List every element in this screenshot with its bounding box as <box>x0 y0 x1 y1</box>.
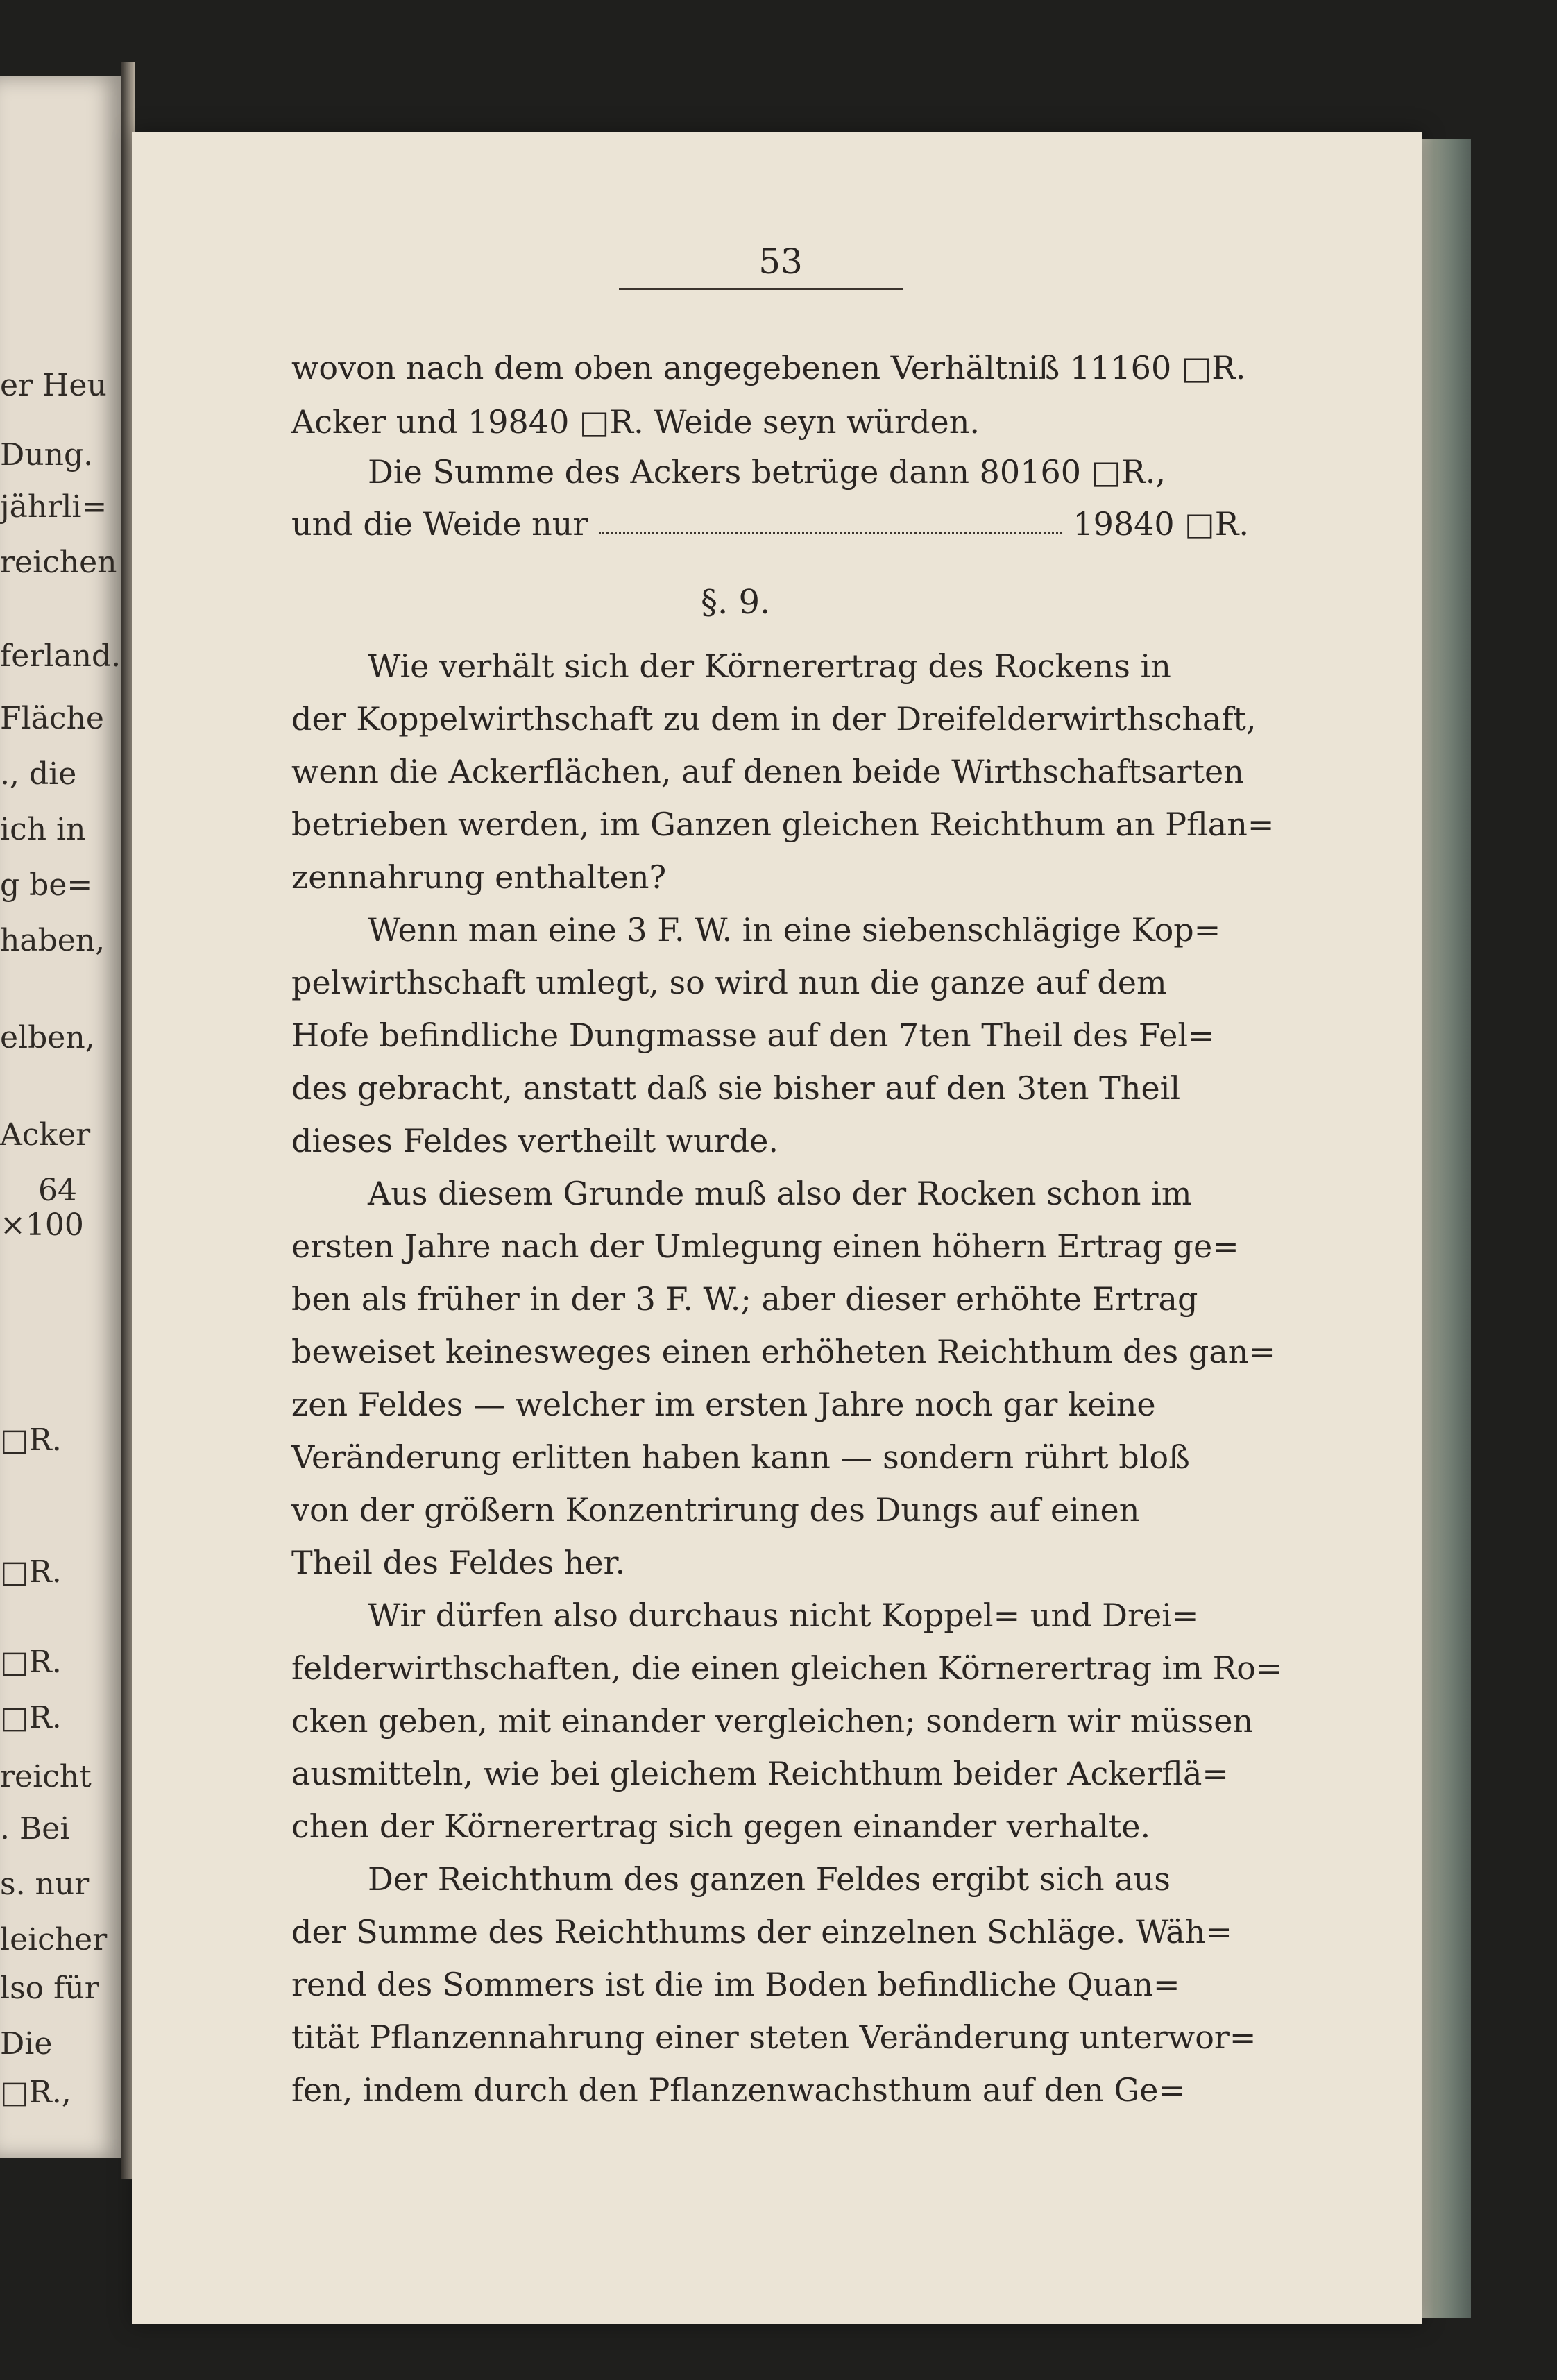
text-line: Hofe befindliche Dungmasse auf den 7ten Theil des Fel= <box>291 1017 1215 1054</box>
text-line-with-dots <box>291 503 1249 545</box>
text-line-start: und die Weide nur <box>291 505 588 543</box>
left-page-fragment: reicht <box>0 1759 92 1794</box>
text-line: tität Pflanzennahrung einer steten Veränderung unterwor= <box>291 2018 1257 2056</box>
text-line: Theil des Feldes her. <box>291 1544 626 1581</box>
left-page-fragment: leicher <box>0 1922 108 1957</box>
text-line: rend des Sommers ist die im Boden befindliche Quan= <box>291 1966 1180 2003</box>
text-line: beweiset keinesweges einen erhöheten Reichthum des gan= <box>291 1333 1275 1370</box>
text-line: chen der Körnerertrag sich gegen einander verhalte. <box>291 1808 1151 1845</box>
text-line: des gebracht, anstatt daß sie bisher auf den 3ten Theil <box>291 1069 1181 1107</box>
left-page-fragment: □R. <box>0 1554 62 1590</box>
left-page-fragment: Fläche <box>0 701 104 736</box>
left-page-fragment: haben, <box>0 923 105 958</box>
text-line: wenn die Ackerflächen, auf denen beide Wirthschaftsarten <box>291 753 1244 790</box>
text-line: pelwirthschaft umlegt, so wird nun die ganze auf dem <box>291 964 1167 1001</box>
dotted-leader <box>599 503 1062 534</box>
text-line: der Summe des Reichthums der einzelnen Schläge. Wäh= <box>291 1913 1232 1950</box>
left-page-fragment: ., die <box>0 756 77 792</box>
text-line: dieses Feldes vertheilt wurde. <box>291 1122 779 1159</box>
left-page-fragment: □R. <box>0 1422 62 1458</box>
text-line: ausmitteln, wie bei gleichem Reichthum beider Ackerflä= <box>291 1755 1229 1792</box>
text-line: Der Reichthum des ganzen Feldes ergibt sich aus <box>368 1860 1171 1898</box>
text-line: betrieben werden, im Ganzen gleichen Reichthum an Pflan= <box>291 806 1275 843</box>
text-line: Wie verhält sich der Körnerertrag des Rockens in <box>368 647 1171 685</box>
left-page-fragment: s. nur <box>0 1867 90 1902</box>
left-page-fragment: ferland. <box>0 638 121 674</box>
text-line: cken geben, mit einander vergleichen; sondern wir müssen <box>291 1702 1254 1740</box>
left-page-fragment: □R. <box>0 1700 62 1735</box>
left-page-fragment: □R. <box>0 1644 62 1680</box>
text-line: zennahrung enthalten? <box>291 858 667 896</box>
left-page-fragment: Die <box>0 2026 53 2062</box>
text-line: Veränderung erlitten haben kann — sondern rührt bloß <box>291 1438 1190 1476</box>
left-page-fragment: reichen <box>0 545 117 580</box>
text-line: ersten Jahre nach der Umlegung einen höhern Ertrag ge= <box>291 1227 1239 1265</box>
text-line: Die Summe des Ackers betrüge dann 80160 □R., <box>368 453 1166 491</box>
section-heading: §. 9. <box>701 583 771 622</box>
text-line: felderwirthschaften, die einen gleichen Körnerertrag im Ro= <box>291 1649 1283 1687</box>
text-line: Acker und 19840 □R. Weide seyn würden. <box>291 403 980 441</box>
header-rule <box>619 288 903 290</box>
text-line: fen, indem durch den Pflanzenwachsthum auf den Ge= <box>291 2071 1186 2109</box>
left-page-fragment: ×100 <box>0 1207 84 1243</box>
text-line-end: 19840 □R. <box>1073 505 1249 543</box>
left-page-fragment: 64 <box>38 1173 77 1208</box>
text-line: Wir dürfen also durchaus nicht Koppel= und Drei= <box>368 1597 1199 1634</box>
text-line: von der größern Konzentrirung des Dungs auf einen <box>291 1491 1140 1529</box>
text-line: wovon nach dem oben angegebenen Verhältniß 11160 □R. <box>291 349 1246 386</box>
text-line: ben als früher in der 3 F. W.; aber dieser erhöhte Ertrag <box>291 1280 1198 1318</box>
text-line: zen Feldes — welcher im ersten Jahre noch gar keine <box>291 1386 1156 1423</box>
left-page-fragment: Dung. <box>0 437 94 473</box>
left-page-fragment: er Heu <box>0 368 107 403</box>
text-line: Wenn man eine 3 F. W. in eine siebenschlägige Kop= <box>368 911 1221 949</box>
left-page-fragment: elben, <box>0 1020 95 1055</box>
page-edge <box>1415 139 1471 2318</box>
left-page-fragment: □R., <box>0 2075 71 2110</box>
page-number: 53 <box>758 241 803 282</box>
left-page <box>0 76 121 2158</box>
left-page-fragment: ich in <box>0 812 86 847</box>
text-line: Aus diesem Grunde muß also der Rocken schon im <box>368 1175 1192 1212</box>
left-page-fragment: g be= <box>0 867 93 903</box>
text-line: der Koppelwirthschaft zu dem in der Dreifelderwirthschaft, <box>291 700 1257 738</box>
left-page-fragment: lso für <box>0 1971 99 2006</box>
left-page-fragment: Acker <box>0 1117 91 1153</box>
left-page-fragment: jährli= <box>0 489 108 525</box>
left-page-fragment: . Bei <box>0 1811 70 1846</box>
